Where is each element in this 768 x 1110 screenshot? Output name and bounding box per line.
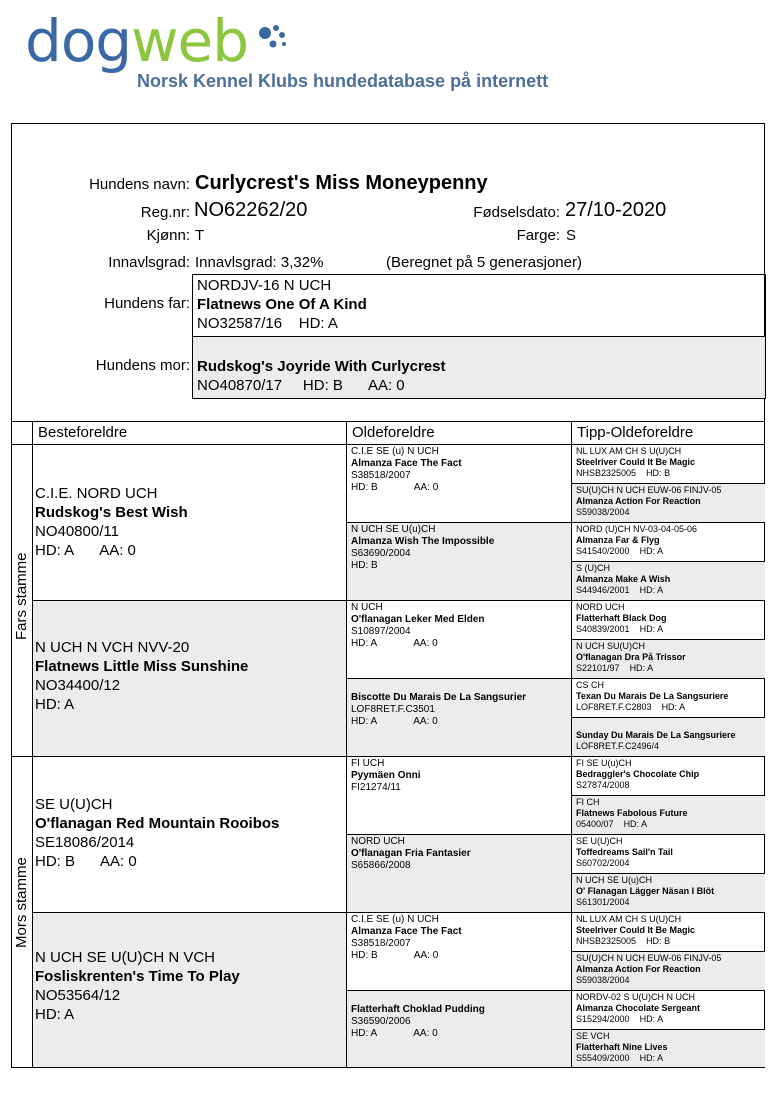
gggp-reg: S59038/2004	[576, 507, 630, 517]
ggp-name: O'flanagan Leker Med Elden	[351, 614, 485, 625]
gggp-name: Flatnews Fabolous Future	[576, 808, 688, 818]
gggp-name: Flatterhaft Nine Lives	[576, 1042, 668, 1052]
ggp-reg: S38518/2007	[351, 938, 411, 949]
gggp-name: Steelriver Could It Be Magic	[576, 925, 696, 935]
ggp-title: NORD UCH	[351, 836, 405, 847]
gp-hd: HD: B	[35, 853, 76, 870]
ggp-reg: S63690/2004	[351, 548, 411, 559]
gggp-name: O' Flanagan Lägger Näsan I Blöt	[576, 886, 715, 896]
ggp-title: C.I.E SE (u) N UCH	[351, 914, 439, 925]
great-grandparent-4	[347, 756, 571, 834]
gp-name: O'flanagan Red Mountain Rooibos	[35, 815, 280, 832]
gp-reg: NO40800/11	[35, 523, 119, 540]
logo-subtitle: Norsk Kennel Klubs hundedatabase på internett	[137, 71, 549, 91]
gggp-title: NORDV-02 S U(U)CH N UCH	[576, 992, 696, 1002]
gggp-reg-line	[576, 1053, 761, 1064]
dog-name: Curlycrest's Miss Moneypenny	[195, 172, 488, 194]
ggp-title: N UCH SE U(u)CH	[351, 524, 436, 535]
gp-reg: SE18086/2014	[35, 834, 135, 851]
ggp-health	[351, 716, 567, 728]
gggp-title: NORD (U)CH NV-03-04-05-06	[576, 524, 698, 534]
gggp-reg: S41540/2000	[576, 546, 630, 556]
gggp-reg-line	[576, 936, 761, 947]
gggp-reg: NHSB2325005	[576, 468, 637, 478]
gggp-reg: S40839/2001	[576, 624, 630, 634]
gg-grandparent-8	[572, 756, 765, 795]
father-reg-line	[197, 314, 761, 333]
gggp-reg-line	[576, 624, 761, 635]
side-label-mors: Mors stamme	[13, 857, 30, 948]
ggp-health	[351, 950, 567, 962]
dogweb-logo	[25, 7, 249, 75]
ggp-title: N UCH	[351, 602, 383, 613]
gg-grandparent-7	[572, 717, 765, 756]
col-header-gg-grandparents: Tipp-Oldeforeldre	[577, 424, 694, 441]
gggp-name: Almanza Action For Reaction	[576, 496, 701, 506]
col-header-great-grandparents: Oldeforeldre	[352, 424, 435, 441]
ggp-reg: S36590/2006	[351, 1016, 411, 1027]
gggp-reg-line	[576, 819, 761, 830]
gg-grandparent-5	[572, 639, 765, 678]
inbreeding-label: Innavlsgrad:	[108, 254, 190, 271]
gp-aa: AA: 0	[100, 853, 137, 870]
gggp-name: Almanza Far & Flyg	[576, 535, 660, 545]
gggp-title: N UCH SU(U)CH	[576, 641, 645, 651]
logo-web-text: web	[131, 7, 249, 75]
ggp-hd: HD: B	[351, 482, 378, 493]
gp-health	[35, 541, 188, 560]
col-header-grandparents: Besteforeldre	[38, 424, 128, 441]
gggp-name: Texan Du Marais De La Sangsuriere	[576, 691, 729, 701]
father-title: NORDJV-16 N UCH	[197, 277, 332, 294]
ggp-reg: S65866/2008	[351, 860, 411, 871]
gggp-reg-line	[576, 546, 761, 557]
gggp-reg-line	[576, 858, 761, 869]
gggp-title: N UCH SE U(u)CH	[576, 875, 653, 885]
father-name: Flatnews One Of A Kind	[197, 296, 367, 313]
ggp-hd: HD: A	[351, 638, 378, 649]
ggp-title: FI UCH	[351, 758, 385, 769]
gggp-reg-line	[576, 897, 761, 908]
gggp-name: Bedraggler's Chocolate Chip	[576, 769, 700, 779]
gggp-hd: HD: A	[639, 1014, 664, 1024]
gggp-reg: 05400/07	[576, 819, 614, 829]
great-grandparent-3	[347, 678, 571, 756]
mother-reg-line	[197, 376, 761, 395]
gp-hd: HD: A	[35, 696, 75, 713]
side-label-fars: Fars stamme	[13, 552, 30, 640]
gggp-reg-line	[576, 585, 761, 596]
gg-grandparent-0	[572, 444, 765, 483]
inbreeding-value: Innavlsgrad: 3,32%	[195, 254, 324, 271]
gggp-hd: HD: A	[629, 663, 654, 673]
dog-color: S	[566, 227, 577, 244]
gp-name: Rudskog's Best Wish	[35, 504, 188, 521]
ggp-reg: LOF8RET.F.C3501	[351, 704, 435, 715]
gggp-reg-line	[576, 780, 761, 791]
gg-grandparent-13	[572, 951, 765, 990]
ggp-name: Biscotte Du Marais De La Sangsurier	[351, 692, 527, 703]
ggp-reg: FI21274/11	[351, 782, 401, 793]
gggp-hd: HD: A	[623, 819, 648, 829]
ggp-aa: AA: 0	[413, 1028, 438, 1039]
great-grandparent-6	[347, 912, 571, 990]
gg-grandparent-4	[572, 600, 765, 639]
great-grandparent-5	[347, 834, 571, 912]
mother-reg: NO40870/17	[197, 377, 283, 394]
gp-reg: NO34400/12	[35, 677, 121, 694]
ggp-name: Flatterhaft Choklad Pudding	[351, 1004, 485, 1015]
mother-box	[192, 336, 766, 399]
ggp-name: Pyymäen Onni	[351, 770, 421, 781]
gggp-reg: S22101/97	[576, 663, 620, 673]
gggp-reg-line	[576, 975, 761, 986]
gp-hd: HD: A	[35, 542, 75, 559]
gggp-name: Almanza Make A Wish	[576, 574, 671, 584]
father-label: Hundens far:	[104, 295, 190, 312]
ggp-hd: HD: A	[351, 1028, 378, 1039]
gg-grandparent-6	[572, 678, 765, 717]
gp-title: C.I.E. NORD UCH	[35, 485, 158, 502]
gggp-hd: HD: A	[639, 585, 664, 595]
gg-grandparent-1	[572, 483, 765, 522]
ggp-aa: AA: 0	[413, 482, 439, 493]
ggp-title: C.I.E SE (u) N UCH	[351, 446, 439, 457]
father-reg: NO32587/16	[197, 315, 283, 332]
gggp-reg: S60702/2004	[576, 858, 630, 868]
gggp-name: Almanza Action For Reaction	[576, 964, 701, 974]
gggp-reg: S59038/2004	[576, 975, 630, 985]
gp-name: Flatnews Little Miss Sunshine	[35, 658, 249, 675]
great-grandparent-0	[347, 444, 571, 522]
gggp-reg-line	[576, 507, 761, 518]
gggp-name: Flatterhaft Black Dog	[576, 613, 667, 623]
gg-grandparent-15	[572, 1029, 765, 1068]
gg-grandparent-9	[572, 795, 765, 834]
gggp-reg: NHSB2325005	[576, 936, 637, 946]
gggp-title: NORD UCH	[576, 602, 625, 612]
gp-health	[35, 852, 279, 871]
great-grandparent-2	[347, 600, 571, 678]
great-grandparent-1	[347, 522, 571, 600]
grandparent-3	[35, 948, 240, 1024]
gp-title: SE U(U)CH	[35, 796, 113, 813]
gggp-name: O'flanagan Dra På Trissor	[576, 652, 686, 662]
sex-label: Kjønn:	[146, 227, 190, 244]
gggp-title: CS CH	[576, 680, 605, 690]
ggp-name: Almanza Wish The Impossible	[351, 536, 495, 547]
gggp-title: SU(U)CH N UCH EUW-06 FINJV-05	[576, 485, 722, 495]
gggp-reg-line	[576, 702, 761, 713]
grandparent-1	[35, 638, 248, 714]
gp-name: Fosliskrenten's Time To Play	[35, 968, 240, 985]
ggp-hd: HD: B	[351, 560, 378, 571]
gp-reg: NO53564/12	[35, 987, 121, 1004]
reg-label: Reg.nr:	[140, 204, 190, 221]
logo-dog-text: dog	[25, 7, 132, 75]
ggp-hd: HD: B	[351, 950, 378, 961]
gg-grandparent-3	[572, 561, 765, 600]
ggp-health	[351, 482, 567, 494]
gggp-reg: LOF8RET.F.C2803	[576, 702, 652, 712]
gg-grandparent-10	[572, 834, 765, 873]
gggp-reg-line	[576, 468, 761, 479]
gggp-name: Sunday Du Marais De La Sangsuriere	[576, 730, 736, 740]
gggp-title: NL LUX AM CH S U(U)CH	[576, 914, 682, 924]
gg-grandparent-2	[572, 522, 765, 561]
gggp-reg: S61301/2004	[576, 897, 630, 907]
mother-name: Rudskog's Joyride With Curlycrest	[197, 358, 446, 375]
name-label: Hundens navn:	[89, 176, 190, 193]
ggp-name: O'flanagan Fria Fantasier	[351, 848, 471, 859]
ggp-name: Almanza Face The Fact	[351, 458, 462, 469]
gggp-hd: HD: A	[639, 546, 664, 556]
color-label: Farge:	[516, 227, 560, 244]
gggp-title: SU(U)CH N UCH EUW-06 FINJV-05	[576, 953, 722, 963]
gggp-name: Toffedreams Sail'n Tail	[576, 847, 673, 857]
gggp-title: FI CH	[576, 797, 600, 807]
gg-grandparent-11	[572, 873, 765, 912]
inbreeding-note: (Beregnet på 5 generasjoner)	[386, 254, 582, 271]
gp-aa: AA: 0	[99, 542, 136, 559]
gp-title: N UCH SE U(U)CH N VCH	[35, 949, 215, 966]
gg-grandparent-14	[572, 990, 765, 1029]
gggp-reg: S15294/2000	[576, 1014, 630, 1024]
mother-label: Hundens mor:	[95, 357, 190, 374]
gggp-hd: HD: B	[646, 468, 671, 478]
ggp-health	[351, 1028, 567, 1040]
gggp-name: Steelriver Could It Be Magic	[576, 457, 696, 467]
gggp-hd: HD: A	[639, 1053, 664, 1063]
ggp-reg: S10897/2004	[351, 626, 411, 637]
ggp-aa: AA: 0	[413, 950, 439, 961]
mother-hd: HD: B	[302, 377, 343, 394]
gggp-reg-line	[576, 1014, 761, 1025]
ggp-hd: HD: A	[351, 716, 378, 727]
gggp-title: SE VCH	[576, 1031, 610, 1041]
logo-dots-icon	[256, 24, 296, 54]
gggp-title: S (U)CH	[576, 563, 610, 573]
birth-label: Fødselsdato:	[473, 204, 560, 221]
gp-hd: HD: A	[35, 1006, 75, 1023]
ggp-aa: AA: 0	[413, 638, 438, 649]
gggp-reg: S55409/2000	[576, 1053, 630, 1063]
gggp-reg: LOF8RET.F.C2496/4	[576, 741, 660, 751]
grandparent-0	[35, 484, 188, 560]
gggp-reg: S27874/2008	[576, 780, 630, 790]
father-box	[192, 274, 766, 337]
gggp-title: FI SE U(u)CH	[576, 758, 632, 768]
gggp-hd: HD: A	[639, 624, 664, 634]
gggp-title: NL LUX AM CH S U(U)CH	[576, 446, 682, 456]
dog-reg: NO62262/20	[194, 199, 308, 221]
gggp-reg-line	[576, 741, 761, 752]
gp-title: N UCH N VCH NVV-20	[35, 639, 190, 656]
gggp-title: SE U(U)CH	[576, 836, 623, 846]
ggp-reg: S38518/2007	[351, 470, 411, 481]
grandparent-2	[35, 795, 279, 871]
mother-aa: AA: 0	[367, 377, 405, 394]
gggp-reg: S44946/2001	[576, 585, 630, 595]
ggp-health	[351, 638, 567, 650]
ggp-aa: AA: 0	[413, 716, 438, 727]
ggp-name: Almanza Face The Fact	[351, 926, 462, 937]
great-grandparent-7	[347, 990, 571, 1068]
gggp-hd: HD: A	[661, 702, 686, 712]
gg-grandparent-12	[572, 912, 765, 951]
dog-sex: T	[195, 227, 205, 244]
dog-birth: 27/10-2020	[565, 199, 667, 221]
gggp-reg-line	[576, 663, 761, 674]
gggp-name: Almanza Chocolate Sergeant	[576, 1003, 701, 1013]
gggp-hd: HD: B	[646, 936, 671, 946]
father-hd: HD: A	[298, 315, 338, 332]
